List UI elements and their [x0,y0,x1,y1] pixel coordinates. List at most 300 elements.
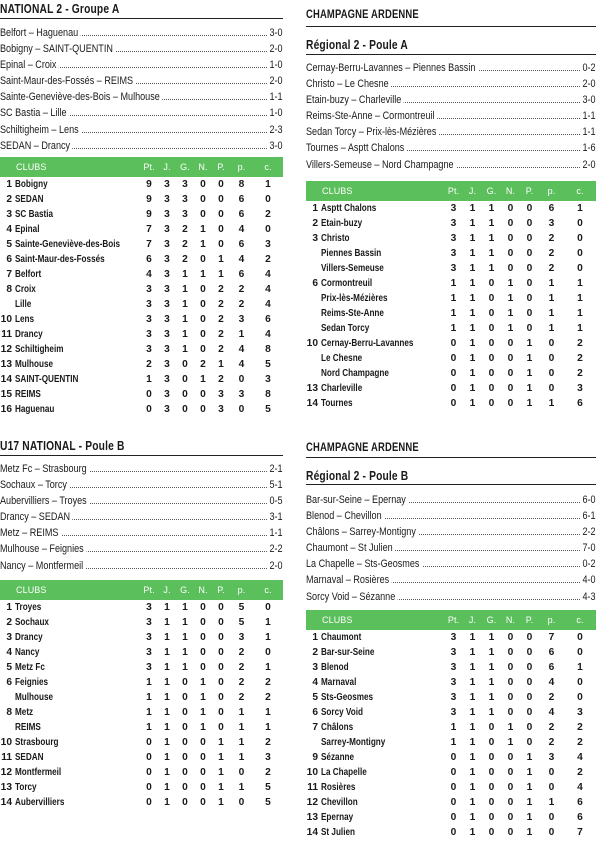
pt-cell: 0 [450,383,457,395]
c-cell: 4 [577,782,583,794]
pt-cell: 6 [146,253,152,265]
club-cell [321,321,444,336]
club-name: Tournes [321,398,353,410]
pt-cell: 3 [450,646,457,658]
c-cell: 0 [265,223,271,235]
club-cell [15,357,140,372]
column-header: p. [547,185,556,196]
j-cell: 1 [164,737,170,749]
bp-cell: 1 [548,323,555,335]
pt-cell: 3 [450,706,457,718]
result-row [306,108,596,124]
c-cell: 6 [577,797,583,809]
club-name: Reims-Ste-Anne [321,307,384,319]
n-cell: 0 [507,232,514,244]
n-cell: 0 [507,353,514,365]
c-cell: 2 [265,676,271,688]
column-header: CLUBS [16,161,47,172]
g-cell: 0 [488,782,495,794]
rank-cell: 12 [0,344,12,356]
table-row [0,357,283,372]
rank-cell: 14 [306,398,318,410]
n-cell: 0 [507,383,514,395]
j-cell: 1 [469,721,476,733]
j-cell: 1 [469,706,476,718]
c-cell: 2 [265,208,271,220]
pt-cell: 3 [146,314,152,326]
rank-cell: 1 [6,178,12,190]
g-cell: 0 [488,383,495,395]
rank-cell: 13 [0,359,12,371]
bp-cell: 6 [238,208,245,220]
c-cell: 4 [265,299,271,311]
n-cell: 0 [200,767,206,779]
n-cell: 0 [507,338,514,350]
bp-cell: 1 [548,797,555,809]
club-name: Villers-Semeuse [321,262,384,274]
bp-cell: 6 [238,193,245,205]
column-header: Pt. [447,185,460,196]
c-cell: 1 [577,277,583,289]
p-cell: 0 [218,661,224,673]
p-cell: 0 [218,601,224,613]
pt-cell: 9 [146,208,152,220]
j-cell: 1 [469,338,476,350]
bp-cell: 0 [238,797,245,809]
j-cell: 1 [469,631,476,643]
match-score: 3-1 [267,509,283,525]
pt-cell: 3 [450,262,457,274]
table-row [306,261,596,276]
standings-table-wrap [0,580,283,811]
j-cell: 1 [469,277,476,289]
g-cell: 0 [182,797,188,809]
pt-cell: 3 [146,299,152,311]
match-label: Aubervilliers – Troyes [0,493,89,509]
club-name: Piennes Bassin [321,247,382,259]
table-row [0,192,283,207]
pt-cell: 0 [146,797,152,809]
result-row [306,572,596,588]
p-cell: 1 [526,338,533,350]
c-cell: 3 [265,374,271,386]
n-cell: 1 [200,722,206,734]
club-cell [15,252,140,267]
pt-cell: 9 [146,193,152,205]
n-cell: 0 [200,344,206,356]
table-row [0,327,283,342]
rank-cell [0,297,15,312]
result-row [0,25,283,41]
j-cell: 3 [164,374,170,386]
p-cell: 1 [218,767,224,779]
table-row [0,735,283,750]
match-score: 1-1 [580,124,596,140]
match-label: Nancy – Montfermeil [0,558,86,574]
rank-cell: 3 [6,631,12,643]
g-cell: 1 [488,262,495,274]
pt-cell: 0 [450,398,457,410]
n-cell: 0 [200,389,206,401]
g-cell: 0 [488,736,495,748]
national2-title-bar [0,0,283,19]
j-cell: 3 [164,404,170,416]
club-name: Croix [15,284,36,296]
match-label: Sedan Torcy – Prix-lès-Mézières [306,124,439,140]
j-cell: 1 [164,782,170,794]
club-name: Chevillon [321,797,358,809]
g-cell: 0 [488,721,495,733]
rank-cell: 4 [312,676,318,688]
j-cell: 3 [164,359,170,371]
table-row [0,387,283,402]
p-cell: 0 [218,706,224,718]
table-row [306,645,596,660]
pt-cell: 0 [146,767,152,779]
match-label: Bar-sur-Seine – Epernay [306,492,408,508]
match-score: 2-3 [267,122,283,138]
table-row [0,780,283,795]
pt-cell: 1 [450,292,457,304]
rank-cell: 9 [312,752,318,764]
p-cell: 0 [218,616,224,628]
rank-cell: 11 [1,752,12,764]
n-cell: 0 [200,314,206,326]
pt-cell: 1 [450,721,457,733]
n-cell: 0 [507,827,514,839]
n-cell: 0 [507,706,514,718]
standings-table [306,181,596,412]
result-row [0,138,283,154]
p-cell: 0 [218,208,224,220]
g-cell: 1 [488,232,495,244]
n-cell: 1 [200,676,206,688]
club-name: Metz Fc [15,661,45,673]
pt-cell: 3 [146,284,152,296]
rank-cell: 11 [307,782,318,794]
result-row [0,493,283,509]
bp-cell: 4 [548,706,555,718]
p-cell: 1 [218,797,224,809]
n-cell: 0 [200,208,206,220]
g-cell: 1 [182,631,188,643]
match-label: Bobigny – SAINT-QUENTIN [0,41,115,57]
table-row [0,690,283,705]
table-row [0,207,283,222]
column-header: CLUBS [322,185,353,196]
bp-cell: 6 [238,238,245,250]
g-cell: 0 [182,737,188,749]
match-label: Schiltigheim – Lens [0,122,81,138]
club-name: Charleville [321,383,363,395]
j-cell: 3 [164,314,170,326]
club-cell [321,261,444,276]
p-cell: 0 [526,277,533,289]
g-cell: 3 [182,208,188,220]
bp-cell: 2 [548,232,555,244]
pt-cell: 0 [450,353,457,365]
j-cell: 1 [469,827,476,839]
g-cell: 0 [488,277,495,289]
c-cell: 2 [265,253,271,265]
g-cell: 1 [488,247,495,259]
club-cell [321,645,444,660]
club-cell [15,342,140,357]
club-name: Sézanne [321,752,355,764]
n-cell: 0 [507,752,514,764]
club-cell [15,660,140,675]
table-row [0,600,283,615]
n-cell: 1 [200,691,206,703]
club-name: Mulhouse [15,691,54,703]
rank-cell: 6 [6,253,12,265]
match-score: 3-0 [580,92,596,108]
g-cell: 3 [182,178,188,190]
pt-cell: 1 [450,277,457,289]
table-row [0,720,283,735]
pt-cell: 0 [450,752,457,764]
g-cell: 1 [488,706,495,718]
bp-cell: 5 [238,616,245,628]
pouleB-title-bar [306,458,596,485]
n-cell: 0 [200,253,206,265]
table-row [0,660,283,675]
club-name: Strasbourg [15,737,59,749]
j-cell: 1 [469,736,476,748]
p-cell: 0 [526,202,533,214]
result-row [306,92,596,108]
p-cell: 0 [526,736,533,748]
c-cell: 1 [577,292,583,304]
club-cell [321,231,444,246]
club-cell [15,207,140,222]
g-cell: 2 [182,253,188,265]
p-cell: 0 [218,691,224,703]
p-cell: 0 [526,721,533,733]
rank-cell [0,720,15,735]
p-cell: 3 [218,389,224,401]
rank-cell [306,321,321,336]
column-header: P. [525,614,534,625]
c-cell: 0 [577,646,583,658]
p-cell: 0 [526,292,533,304]
rank-cell: 1 [312,631,318,643]
result-row [0,509,283,525]
c-cell: 3 [265,752,271,764]
pt-cell: 3 [146,661,152,673]
bp-cell: 3 [238,631,245,643]
n-cell: 0 [200,797,206,809]
table-row [306,765,596,780]
club-name: Epinal [15,223,40,235]
table-header-row [306,181,596,201]
j-cell: 3 [164,284,170,296]
club-cell [15,615,140,630]
p-cell: 1 [218,737,224,749]
p-cell: 0 [526,323,533,335]
j-cell: 1 [164,691,170,703]
g-cell: 0 [182,676,188,688]
club-name: Sochaux [15,616,49,628]
p-cell: 1 [526,353,533,365]
result-row [306,124,596,140]
standings-table [306,610,596,841]
c-cell: 4 [577,752,583,764]
club-name: La Chapelle [321,767,367,779]
club-name: Montfermeil [15,767,62,779]
match-score: 1-1 [580,108,596,124]
column-header: p. [547,614,556,625]
table-row [0,765,283,780]
c-cell: 0 [577,262,583,274]
g-cell: 0 [488,812,495,824]
club-name: St Julien [321,827,355,839]
bp-cell: 2 [238,646,245,658]
g-cell: 0 [182,782,188,794]
match-label: Cernay-Berru-Lavannes – Piennes Bassin [306,60,478,76]
g-cell: 1 [182,329,188,341]
table-header-row [306,610,596,630]
j-cell: 1 [164,616,170,628]
g-cell: 3 [182,193,188,205]
match-label: Epinal – Croix [0,57,59,73]
bp-cell: 4 [238,223,245,235]
table-row [306,306,596,321]
p-cell: 0 [526,691,533,703]
match-score: 2-0 [580,157,596,173]
club-name: Prix-lès-Mézières [321,292,388,304]
rank-cell [306,735,321,750]
result-row [306,157,596,173]
n-cell: 0 [200,299,206,311]
column-header: c. [576,614,584,625]
pt-cell: 0 [146,782,152,794]
column-header: c. [264,584,272,595]
standings-table-wrap [306,181,596,412]
g-cell: 0 [488,767,495,779]
result-row [306,524,596,540]
bp-cell: 0 [238,767,245,779]
column-header: Pt. [143,161,155,172]
j-cell: 3 [164,389,170,401]
g-cell: 1 [182,601,188,613]
national2-section [0,0,283,418]
pt-cell: 3 [450,661,457,673]
table-row [306,321,596,336]
match-label: Saint-Maur-des-Fossés – REIMS [0,73,136,89]
result-row [306,508,596,524]
bp-cell: 1 [238,782,245,794]
j-cell: 1 [469,767,476,779]
n-cell: 0 [507,812,514,824]
club-cell [321,750,444,765]
match-label: Sainte-Geneviève-des-Bois – Mulhouse [0,89,162,105]
match-score: 7-0 [580,540,596,556]
p-cell: 0 [526,217,533,229]
c-cell: 3 [265,238,271,250]
j-cell: 3 [164,208,170,220]
club-cell [15,780,140,795]
j-cell: 1 [469,676,476,688]
p-cell: 0 [218,238,224,250]
club-cell [15,600,140,615]
g-cell: 0 [182,767,188,779]
j-cell: 1 [469,752,476,764]
bp-cell: 3 [548,217,555,229]
pt-cell: 3 [450,202,457,214]
p-cell: 2 [218,374,224,386]
n-cell: 0 [200,616,206,628]
pt-cell: 0 [450,767,457,779]
p-cell: 1 [218,782,224,794]
pt-cell: 9 [146,178,152,190]
j-cell: 1 [469,661,476,673]
club-name: Bar-sur-Seine [321,646,375,658]
club-cell [15,222,140,237]
results-list [0,25,283,154]
region-bar [306,436,596,458]
u17-section [0,436,283,810]
g-cell: 0 [488,797,495,809]
pt-cell: 3 [146,631,152,643]
club-cell [321,276,444,291]
n-cell: 0 [507,797,514,809]
rank-cell: 13 [0,782,12,794]
club-name: Saint-Maur-des-Fossés [15,253,105,265]
g-cell: 0 [182,691,188,703]
column-header: J. [163,584,171,595]
bp-cell: 0 [548,383,555,395]
c-cell: 1 [265,631,271,643]
p-cell: 0 [526,247,533,259]
table-row [306,735,596,750]
n-cell: 0 [507,676,514,688]
c-cell: 2 [577,767,583,779]
result-row [0,525,283,541]
result-row [0,57,283,73]
column-header: G. [180,584,190,595]
bp-cell: 2 [238,284,245,296]
column-header: J. [163,161,171,172]
rank-cell: 6 [6,676,12,688]
c-cell: 0 [577,691,583,703]
g-cell: 1 [182,269,188,281]
club-cell [15,192,140,207]
j-cell: 3 [164,329,170,341]
c-cell: 6 [577,398,583,410]
match-label: Metz Fc – Strasbourg [0,461,89,477]
c-cell: 6 [265,314,271,326]
n-cell: 1 [507,721,514,733]
match-label: Tournes – Asptt Chalons [306,140,407,156]
rank-cell: 7 [312,721,318,733]
match-score: 2-0 [580,76,596,92]
club-name: Mulhouse [15,359,54,371]
pt-cell: 0 [146,389,152,401]
club-name: Sarrey-Montigny [321,736,386,748]
c-cell: 0 [577,232,583,244]
club-cell [321,735,444,750]
club-name: Chaumont [321,631,362,643]
bp-cell: 5 [238,601,245,613]
rank-cell: 3 [6,208,12,220]
match-score: 2-2 [580,524,596,540]
results-list [0,461,283,574]
pt-cell: 1 [146,706,152,718]
rank-cell: 14 [0,374,12,386]
rank-cell: 14 [0,797,12,809]
bp-cell: 4 [238,253,245,265]
